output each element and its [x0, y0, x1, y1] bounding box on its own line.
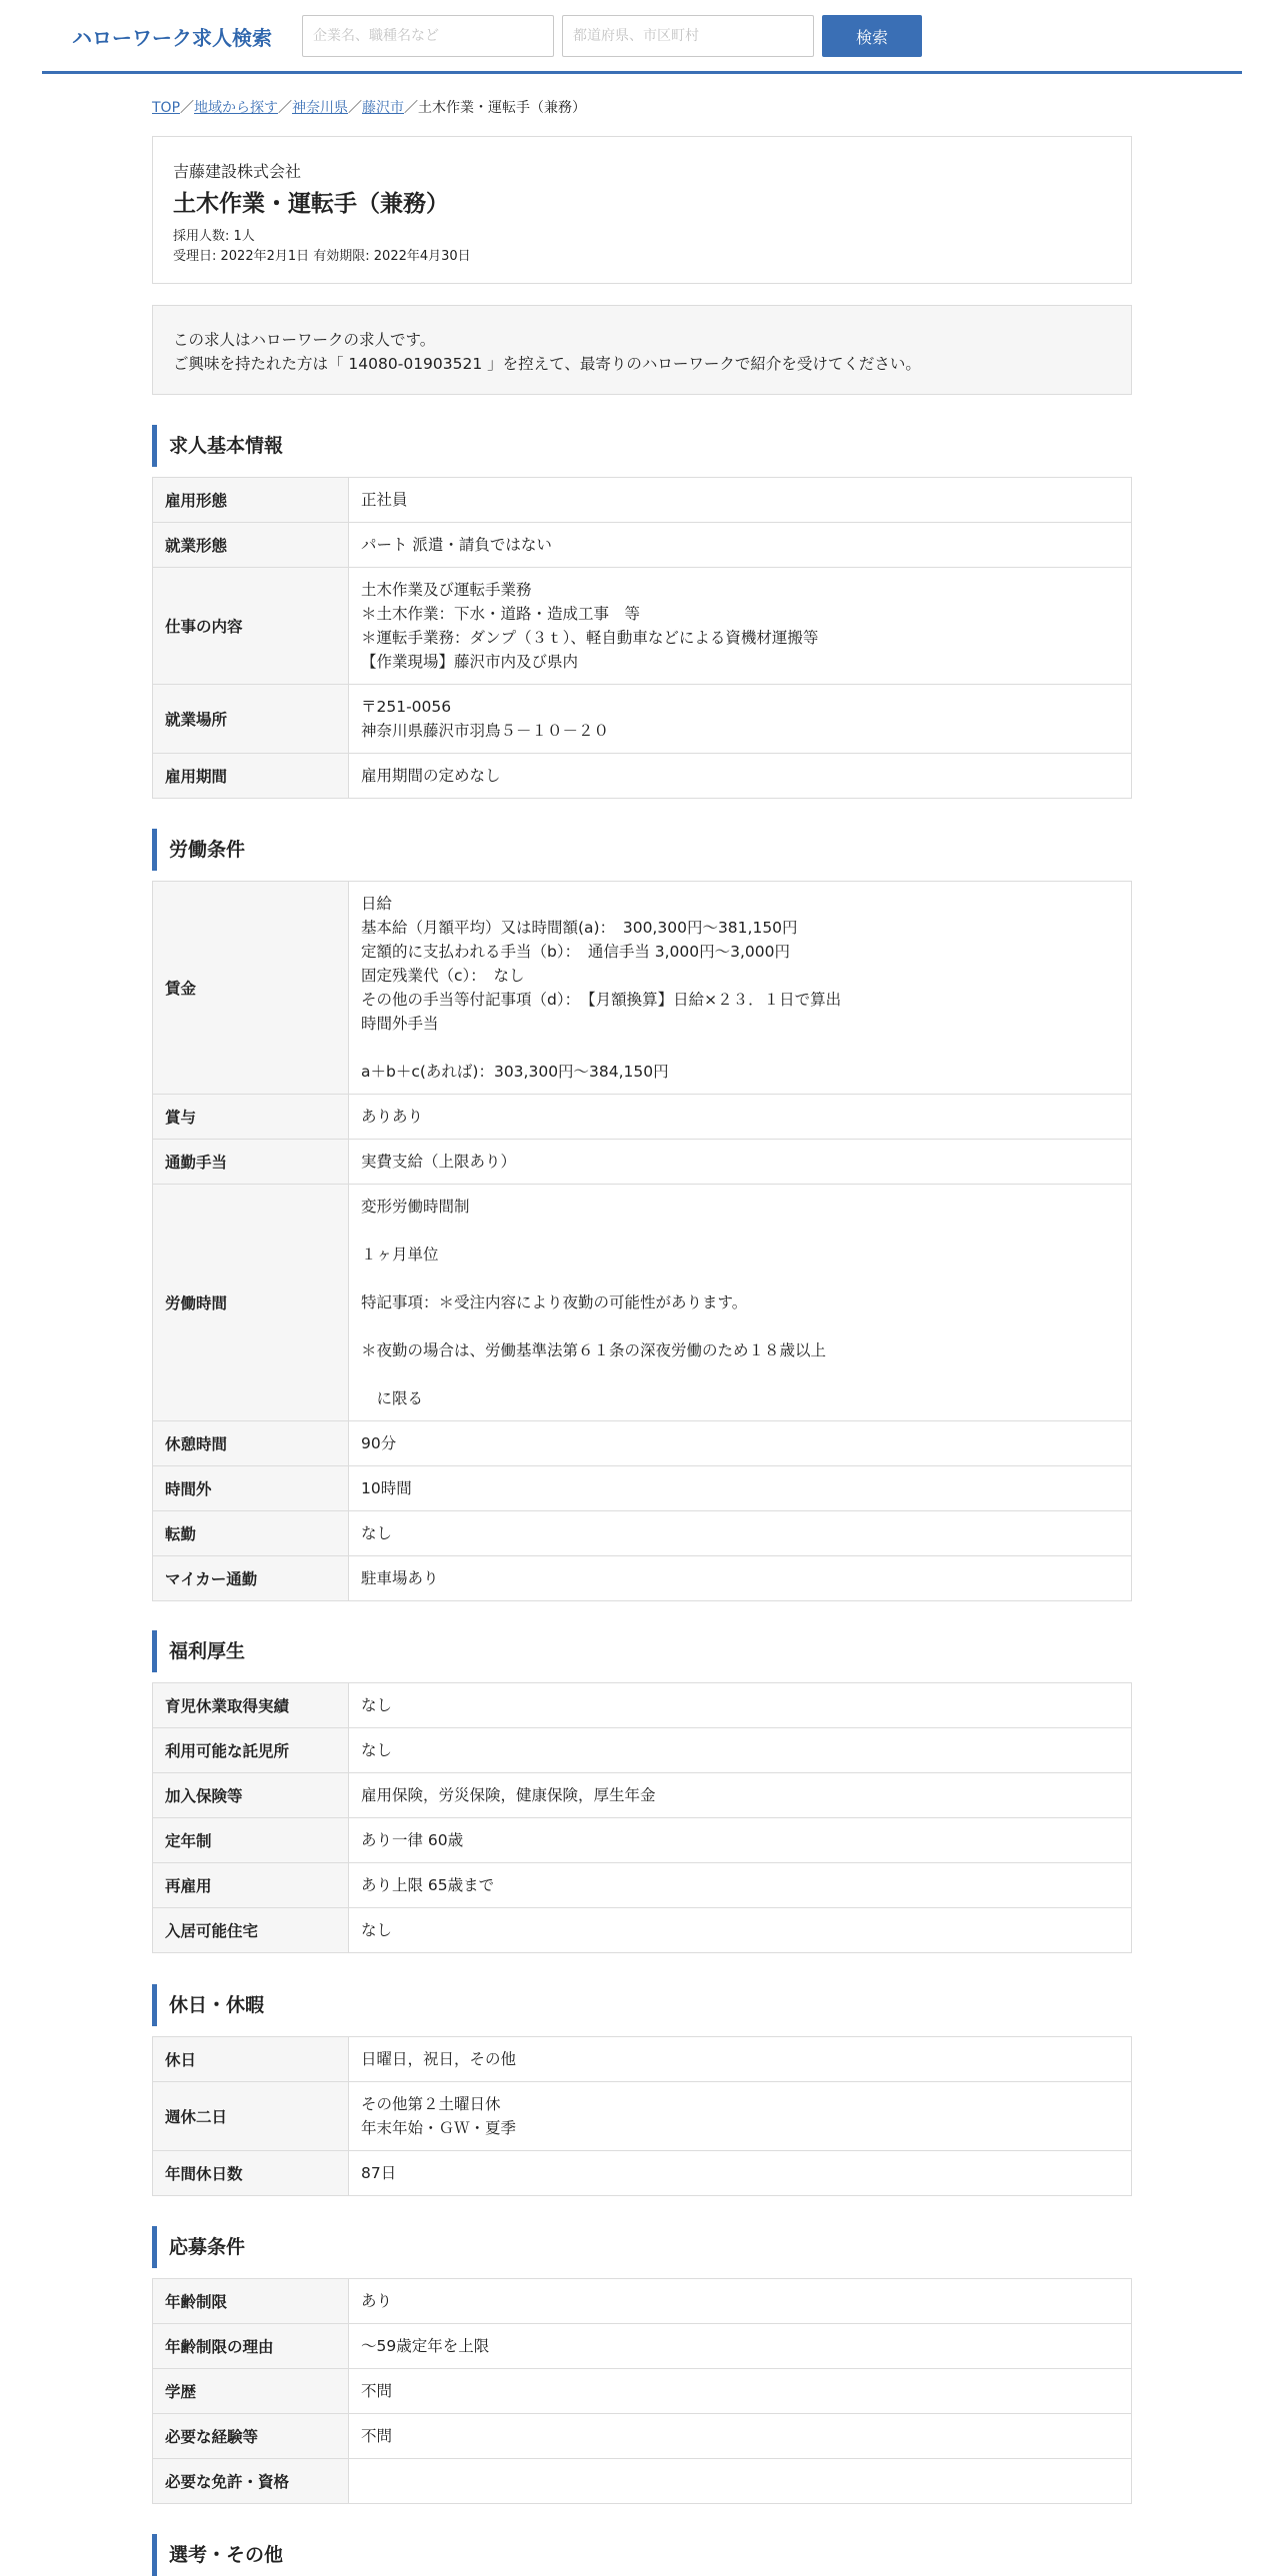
breadcrumb-separator: ／ — [348, 100, 363, 116]
breadcrumb-link-prefecture[interactable]: 神奈川県 — [292, 100, 349, 116]
table-row — [153, 1140, 1132, 1185]
breadcrumb-separator: ／ — [278, 100, 293, 116]
job-title-card — [152, 136, 1132, 284]
row-value: 87日 — [349, 2151, 1132, 2196]
row-label: 年齢制限 — [153, 2279, 349, 2324]
row-label: 入居可能住宅 — [153, 1908, 349, 1953]
row-label: 定年制 — [153, 1818, 349, 1863]
table-row — [153, 1466, 1132, 1511]
section-heading: 選考・その他 — [152, 2534, 552, 2576]
row-label: 通勤手当 — [153, 1140, 349, 1185]
table-row — [153, 1683, 1132, 1728]
row-value: 不問 — [349, 2414, 1132, 2459]
hellowork-notice — [152, 305, 1132, 395]
row-label: 就業形態 — [153, 523, 349, 568]
site-header — [42, 0, 1242, 74]
row-label: 賞与 — [153, 1095, 349, 1140]
row-label: 就業場所 — [153, 685, 349, 754]
row-value: なし — [349, 1728, 1132, 1773]
row-label: 利用可能な託児所 — [153, 1728, 349, 1773]
table-row — [153, 1511, 1132, 1556]
table-row — [153, 685, 1132, 754]
breadcrumb-link-top[interactable]: TOP — [152, 100, 181, 116]
row-label: 転勤 — [153, 1511, 349, 1556]
table-row — [153, 882, 1132, 1095]
site-logo[interactable]: ハローワーク求人検索 — [72, 26, 272, 50]
row-value: なし — [349, 1683, 1132, 1728]
posting-dates: 受理日: 2022年2月1日 有効期限: 2022年4月30日 — [173, 249, 471, 264]
search-button[interactable]: 検索 — [822, 15, 922, 57]
row-label: 再雇用 — [153, 1863, 349, 1908]
row-label: 必要な免許・資格 — [153, 2459, 349, 2504]
company-name: 吉藤建設株式会社 — [173, 162, 302, 181]
breadcrumb-current: 土木作業・運転手（兼務） — [418, 100, 587, 116]
row-label: 必要な経験等 — [153, 2414, 349, 2459]
location-search-input[interactable] — [562, 15, 814, 57]
row-value: 日曜日，祝日，その他 — [349, 2037, 1132, 2082]
row-value: 雇用保険，労災保険，健康保険，厚生年金 — [349, 1773, 1132, 1818]
page-title: 土木作業・運転手（兼務） — [173, 191, 449, 217]
row-label: 時間外 — [153, 1466, 349, 1511]
table-row — [153, 1863, 1132, 1908]
row-value: 〜59歳定年を上限 — [349, 2324, 1132, 2369]
breadcrumb-link-region[interactable]: 地域から探す — [194, 100, 279, 116]
table-row — [153, 2082, 1132, 2151]
row-value: 90分 — [349, 1421, 1132, 1466]
requirements-table — [152, 2278, 1132, 2504]
row-value: 駐車場あり — [349, 1556, 1132, 1601]
row-label: 加入保険等 — [153, 1773, 349, 1818]
row-value: あり一律 60歳 — [349, 1818, 1132, 1863]
table-row — [153, 2459, 1132, 2504]
row-label: 雇用形態 — [153, 478, 349, 523]
basic-info-table — [152, 477, 1132, 799]
working-conditions-table — [152, 881, 1132, 1601]
breadcrumb — [152, 97, 586, 117]
row-value: 雇用期間の定めなし — [349, 754, 1132, 799]
row-value: なし — [349, 1908, 1132, 1953]
table-row — [153, 568, 1132, 685]
section-heading: 求人基本情報 — [152, 425, 552, 467]
row-label: 週休二日 — [153, 2082, 349, 2151]
row-value: ありあり — [349, 1095, 1132, 1140]
row-value: その他第２土曜日休 年末年始・ＧＷ・夏季 — [349, 2082, 1132, 2151]
section-heading: 応募条件 — [152, 2226, 552, 2268]
section-heading: 福利厚生 — [152, 1630, 552, 1672]
table-row — [153, 1185, 1132, 1421]
headcount: 採用人数: 1人 — [173, 229, 255, 244]
row-value — [349, 2459, 1132, 2504]
breadcrumb-separator: ／ — [180, 100, 195, 116]
table-row — [153, 1773, 1132, 1818]
row-value: 正社員 — [349, 478, 1132, 523]
row-label: マイカー通勤 — [153, 1556, 349, 1601]
table-row — [153, 1556, 1132, 1601]
row-label: 育児休業取得実績 — [153, 1683, 349, 1728]
breadcrumb-link-city[interactable]: 藤沢市 — [362, 100, 405, 116]
table-row — [153, 2414, 1132, 2459]
row-label: 年齢制限の理由 — [153, 2324, 349, 2369]
section-heading: 労働条件 — [152, 829, 552, 871]
table-row — [153, 2279, 1132, 2324]
row-value: 不問 — [349, 2369, 1132, 2414]
table-row — [153, 523, 1132, 568]
row-label: 休憩時間 — [153, 1421, 349, 1466]
table-row — [153, 754, 1132, 799]
row-label: 年間休日数 — [153, 2151, 349, 2196]
table-row — [153, 1095, 1132, 1140]
row-value: 〒251-0056 神奈川県藤沢市羽鳥５－１０－２０ — [349, 685, 1132, 754]
row-value: パート 派遣・請負ではない — [349, 523, 1132, 568]
row-label: 雇用期間 — [153, 754, 349, 799]
row-label: 休日 — [153, 2037, 349, 2082]
row-label: 仕事の内容 — [153, 568, 349, 685]
row-label: 学歴 — [153, 2369, 349, 2414]
row-value: 日給 基本給（月額平均）又は時間額(a)： 300,300円〜381,150円 定額的に支払われる手当（b）： 通信手当 3,000円〜3,000円 固定残業代（c）： なし その他の手当等付記事項（d）： 【月額換算】日給×２３．１日で算出 時間外手当 a＋b＋c(あれば)：303,300円〜384,150円 — [349, 882, 1132, 1095]
section-heading: 休日・休暇 — [152, 1984, 552, 2026]
breadcrumb-separator: ／ — [404, 100, 419, 116]
row-value: 土木作業及び運転手業務 ＊土木作業：下水・道路・造成工事 等 ＊運転手業務：ダンプ（３ｔ）、軽自動車などによる資機材運搬等 【作業現場】藤沢市内及び県内 — [349, 568, 1132, 685]
benefits-table — [152, 1682, 1132, 1953]
table-row — [153, 1728, 1132, 1773]
holidays-table — [152, 2036, 1132, 2196]
table-row — [153, 2151, 1132, 2196]
row-value: 実費支給（上限あり） — [349, 1140, 1132, 1185]
table-row — [153, 1818, 1132, 1863]
row-label: 労働時間 — [153, 1185, 349, 1421]
table-row — [153, 478, 1132, 523]
row-value: なし — [349, 1511, 1132, 1556]
notice-line: この求人はハローワークの求人です。 — [173, 331, 436, 349]
row-label: 賃金 — [153, 882, 349, 1095]
table-row — [153, 2037, 1132, 2082]
row-value: あり上限 65歳まで — [349, 1863, 1132, 1908]
row-value: あり — [349, 2279, 1132, 2324]
table-row — [153, 2324, 1132, 2369]
row-value: 10時間 — [349, 1466, 1132, 1511]
keyword-search-input[interactable] — [302, 15, 554, 57]
table-row — [153, 2369, 1132, 2414]
table-row — [153, 1421, 1132, 1466]
table-row — [153, 1908, 1132, 1953]
row-value: 変形労働時間制 １ヶ月単位 特記事項：＊受注内容により夜勤の可能性があります。 ＊夜勤の場合は、労働基準法第６１条の深夜労働のため１８歳以上 に限る — [349, 1185, 1132, 1421]
notice-line: ご興味を持たれた方は「 14080-01903521 」を控えて、最寄りのハローワークで紹介を受けてください。 — [173, 355, 921, 373]
